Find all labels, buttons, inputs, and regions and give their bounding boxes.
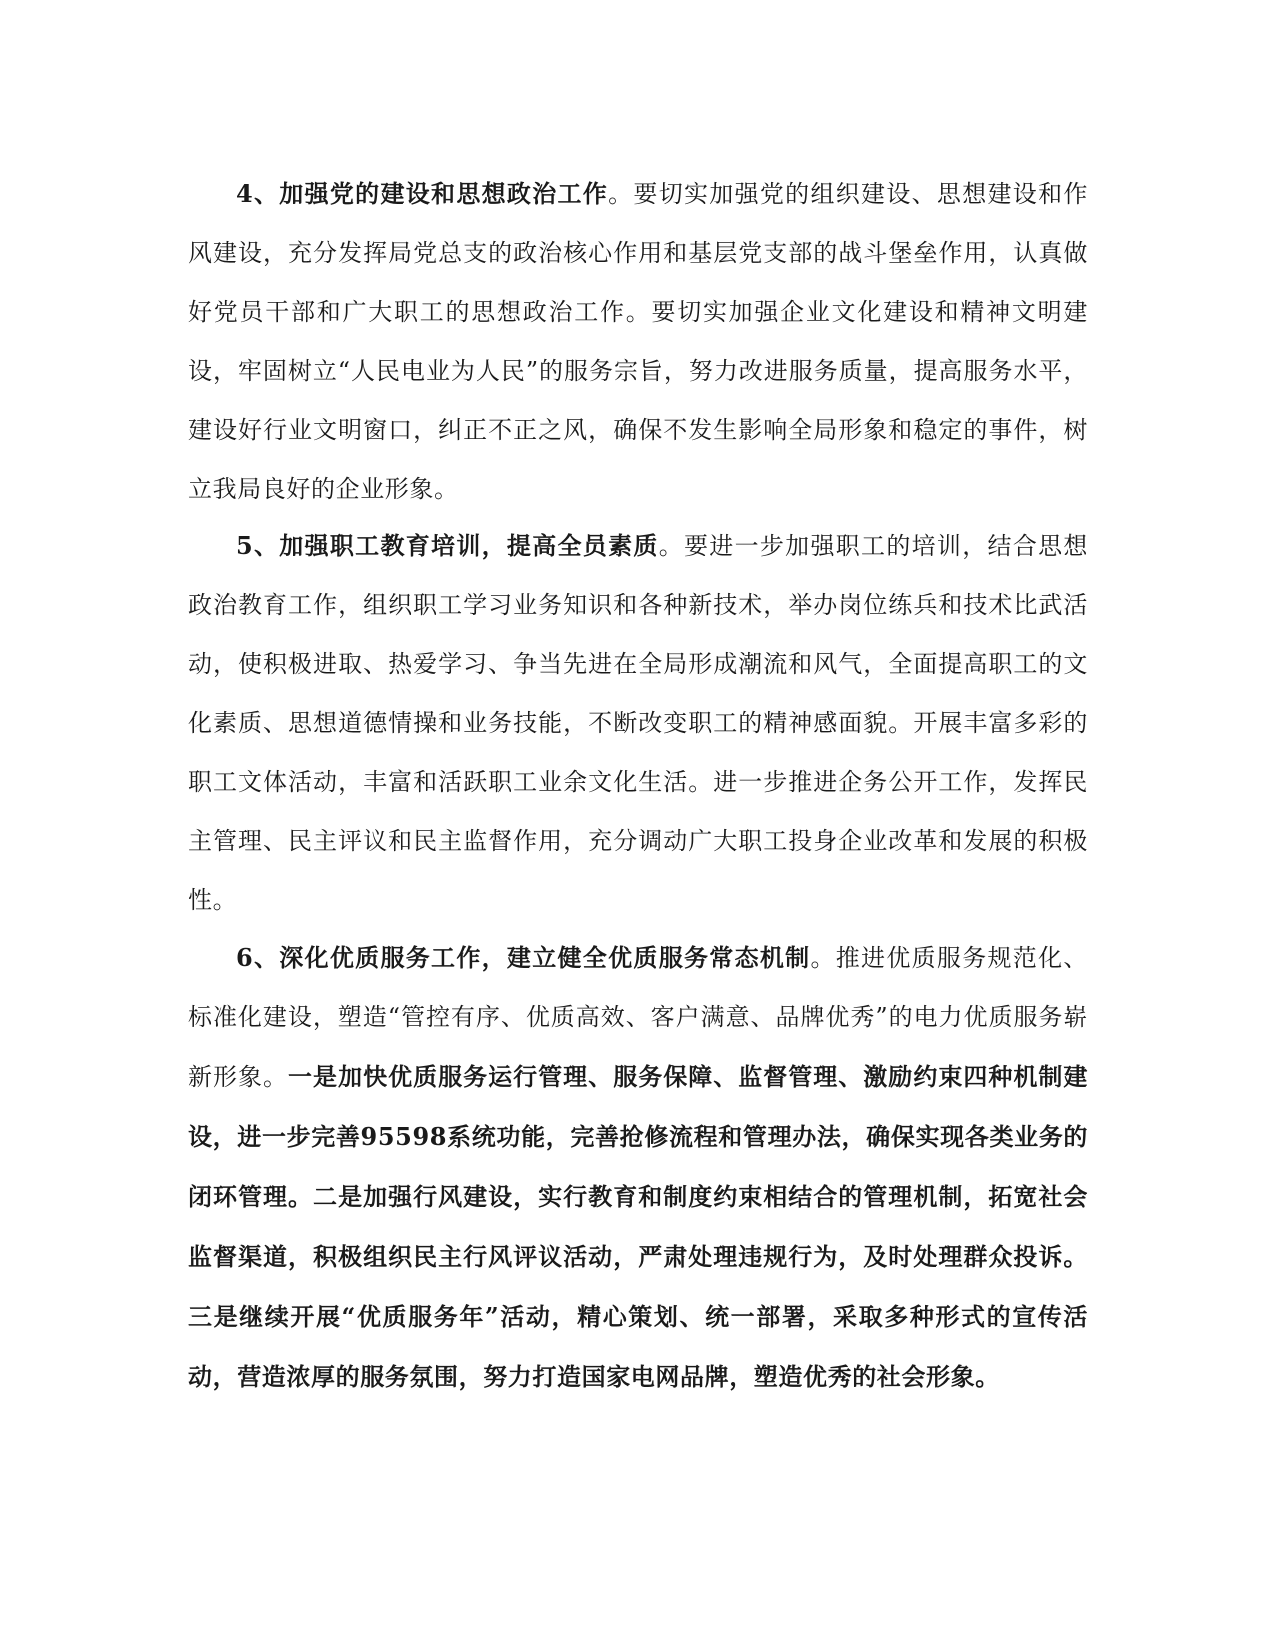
- paragraph-6: [188, 928, 1088, 1407]
- paragraph-4-heading: 4、加强党的建设和思想政治工作: [236, 179, 609, 208]
- paragraph-5-body: 。要进一步加强职工的培训，结合思想政治教育工作，组织职工学习业务知识和各种新技术，举办岗位练兵和技术比武活动，使积极进取、热爱学习、争当先进在全局形成潮流和风气，全面提高职工的文化素质、思想道德情操和业务技能，不断改变职工的精神感面貌。开展丰富多彩的职工文体活动，丰富和活跃职工业余文化生活。进一步推进企务公开工作，发挥民主管理、民主评议和民主监督作用，充分调动广大职工投身企业改革和发展的积极性。: [188, 532, 1089, 914]
- paragraph-5: [188, 516, 1088, 930]
- paragraph-6-heading: 6、深化优质服务工作，建立健全优质服务常态机制: [236, 943, 811, 972]
- paragraph-6-bold-tail: 一是加快优质服务运行管理、服务保障、监督管理、激励约束四种机制建设，进一步完善95598系统功能，完善抢修流程和管理办法，确保实现各类业务的闭环管理。二是加强行风建设，实行教育和制度约束相结合的管理机制，拓宽社会监督渠道，积极组织民主行风评议活动，严肃处理违规行为，及时处理群众投诉。三是继续开展“优质服务年”活动，精心策划、统一部署，采取多种形式的宣传活动，营造浓厚的服务氛围，努力打造国家电网品牌，塑造优秀的社会形象。: [188, 1062, 1088, 1391]
- paragraph-4-body: 。要切实加强党的组织建设、思想建设和作风建设，充分发挥局党总支的政治核心作用和基层党支部的战斗堡垒作用，认真做好党员干部和广大职工的思想政治工作。要切实加强企业文化建设和精神文明建设，牢固树立“人民电业为人民”的服务宗旨，努力改进服务质量，提高服务水平，建设好行业文明窗口，纠正不正之风，确保不发生影响全局形象和稳定的事件，树立我局良好的企业形象。: [188, 180, 1088, 503]
- paragraph-6-body: 。推进优质服务规范化、标准化建设，塑造“管控有序、优质高效、客户满意、品牌优秀”的电力优质服务崭新形象。: [188, 944, 1088, 1091]
- paragraph-4: [188, 164, 1088, 519]
- paragraph-5-heading: 5、加强职工教育培训，提高全员素质: [236, 531, 659, 560]
